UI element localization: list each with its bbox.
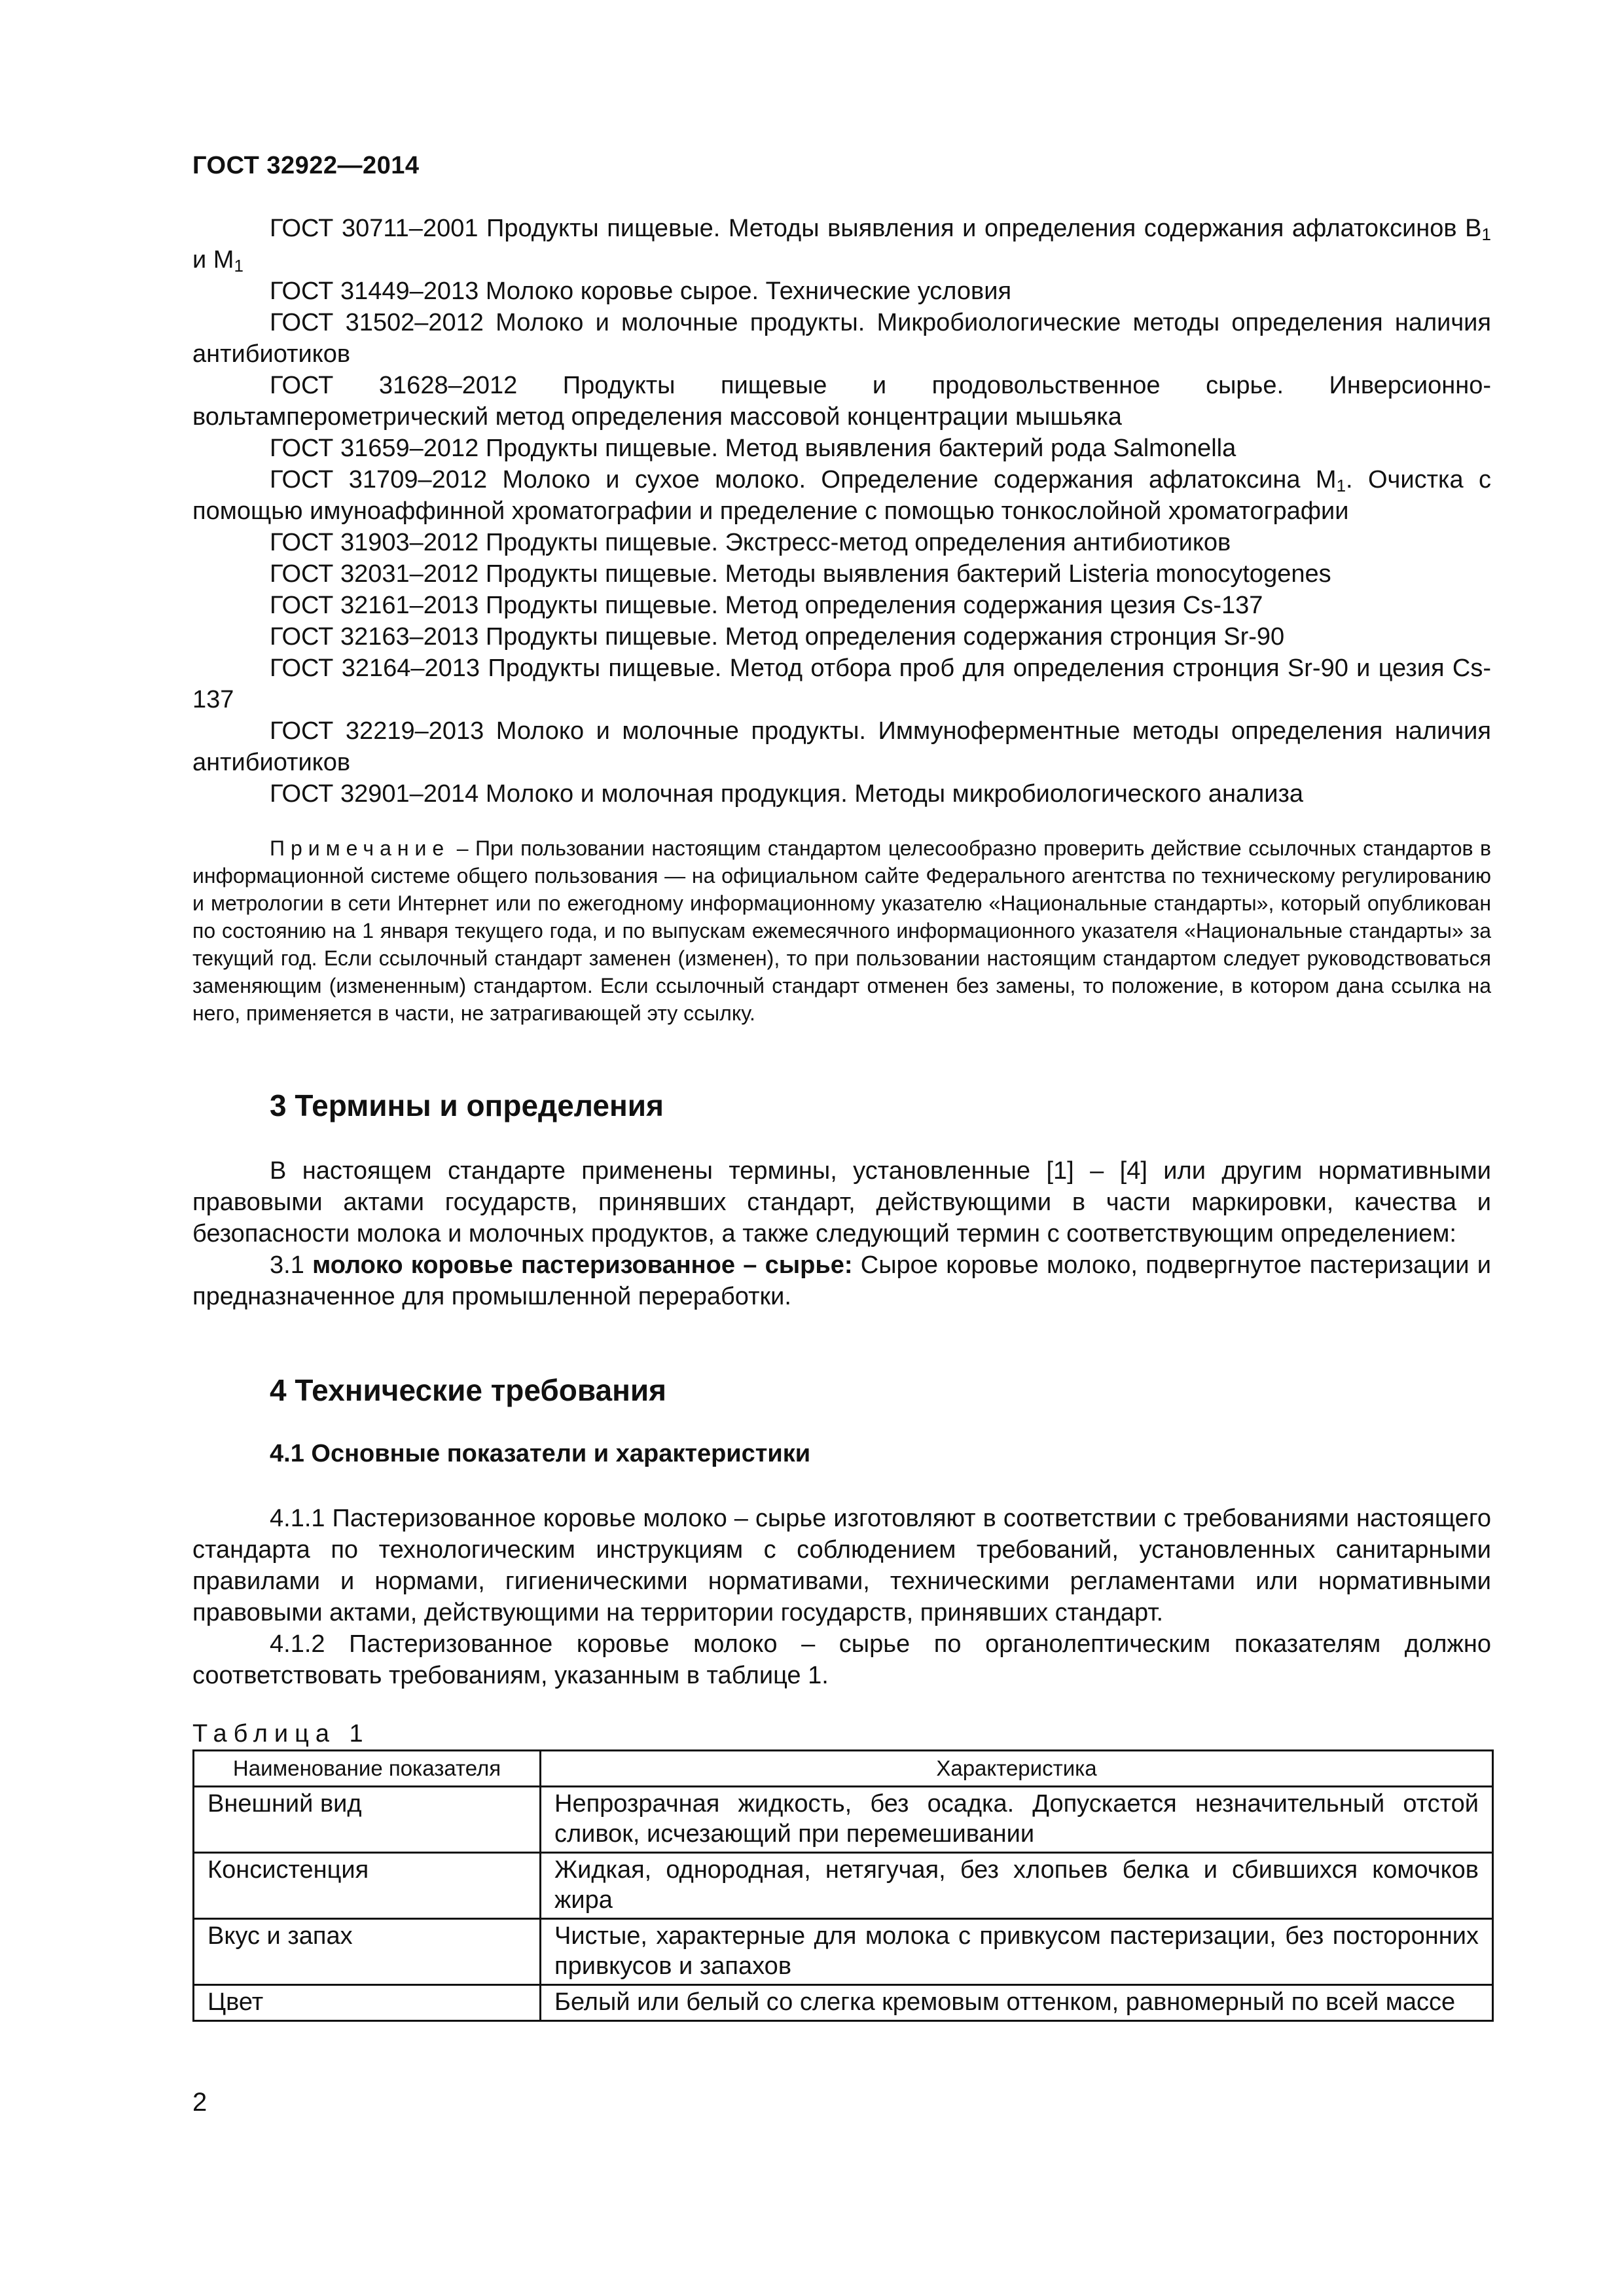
reference-item: ГОСТ 31659–2012 Продукты пищевые. Метод выявления бактерий рода Salmonella — [270, 435, 1236, 462]
row-characteristic: Чистые, характерные для молока с привкусом пастеризации, без посторонних привкусов и запахов — [541, 1919, 1493, 1985]
reference-item: ГОСТ 31449–2013 Молоко коровье сырое. Технические условия — [270, 278, 1012, 305]
subsection-4-1-title: 4.1 Основные показатели и характеристики — [270, 1440, 811, 1467]
section-4-body — [192, 1503, 1491, 1691]
reference-item: ГОСТ 31502–2012 Молоко и молочные продукты. Микробиологические методы определения наличия антибиотиков — [192, 309, 1491, 368]
table-row — [194, 1853, 1493, 1919]
table-row — [194, 1985, 1493, 2021]
table-row — [194, 1787, 1493, 1853]
reference-item: ГОСТ 32164–2013 Продукты пищевые. Метод отбора проб для определения стронция Sr-90 и цезия Cs-137 — [192, 655, 1491, 713]
reference-item: ГОСТ 31903–2012 Продукты пищевые. Экстресс-метод определения антибиотиков — [270, 529, 1231, 556]
row-indicator: Вкус и запах — [194, 1919, 541, 1985]
note-label: Примечание — [270, 836, 450, 860]
section-3-paragraph: В настоящем стандарте применены термины, установленные [1] – [4] или другим нормативными правовыми актами государств, принявших стандарт, действующими в части маркировки, качества и безопасности молока и молочных продуктов, а также следующий термин с соответствующим определением: — [192, 1157, 1491, 1247]
note-text: – При пользовании настоящим стандартом целесообразно проверить действие ссылочных стандартов в информационной системе общего пользования — на официальном сайте Федерального агентства по техническому регулированию и метрологии в сети Интернет или по ежегодному информационному указателю «Национальные стандарты», который опубликован по состоянию на 1 января текущего года, и по выпускам ежемесячного информационного указателя «Национальные стандарты» за текущий год. Если ссылочный стандарт заменен (изменен), то при пользовании настоящим стандартом следует руководствоваться заменяющим (измененным) стандартом. Если ссылочный стандарт отменен без замены, то положение, в котором дана ссылка на него, применяется в части, не затрагивающей эту ссылку. — [192, 836, 1491, 1025]
reference-item: ГОСТ 32219–2013 Молоко и молочные продукты. Иммуноферментные методы определения наличия антибиотиков — [192, 717, 1491, 776]
page-number: 2 — [192, 2088, 208, 2117]
normative-references-list — [192, 213, 1491, 810]
table-caption: Таблица 1 — [192, 1720, 370, 1748]
reference-item: ГОСТ 32031–2012 Продукты пищевые. Методы выявления бактерий Listeria monocytogenes — [270, 560, 1331, 588]
reference-item: ГОСТ 31628–2012 Продукты пищевые и продовольственное сырье. Инверсионно-вольтамперометрический метод определения массовой концентрации мышьяка — [192, 372, 1491, 431]
paragraph-4-1-1: 4.1.1 Пастеризованное коровье молоко – сырье изготовляют в соответствии с требованиями настоящего стандарта по технологическим инструкциям с соблюдением требований, установленных санитарными правилами и нормами, гигиеническими нормативами, техническими регламентами или нормативными правовыми актами, действующими на территории государств, принявших стандарт. — [192, 1505, 1491, 1626]
organoleptic-table — [192, 1749, 1494, 2022]
table-row — [194, 1919, 1493, 1985]
row-characteristic: Белый или белый со слегка кремовым оттенком, равномерный по всей массе — [541, 1985, 1493, 2021]
references-note — [192, 834, 1491, 1027]
reference-item: ГОСТ 30711–2001 Продукты пищевые. Методы выявления и определения содержания афлатоксинов $B_1$ и $M_1$ — [192, 215, 1491, 276]
row-characteristic: Жидкая, однородная, нетягучая, без хлопьев белка и сбившихся комочков жира — [541, 1853, 1493, 1919]
term-definition: 3.1 молоко коровье пастеризованное – сырье: Сырое коровье молоко, подвергнутое пастеризации и предназначенное для промышленной переработки. — [192, 1251, 1491, 1310]
section-4-title: 4 Технические требования — [270, 1373, 666, 1407]
term-name: молоко коровье пастеризованное – сырье: — [312, 1251, 853, 1279]
column-header-characteristic: Характеристика — [541, 1751, 1493, 1787]
table-header-row — [194, 1751, 1493, 1787]
document-header: ГОСТ 32922—2014 — [192, 152, 420, 179]
paragraph-4-1-2: 4.1.2 Пастеризованное коровье молоко – сырье по органолептическим показателям должно соответствовать требованиям, указанным в таблице 1. — [192, 1630, 1491, 1689]
column-header-indicator: Наименование показателя — [194, 1751, 541, 1787]
row-indicator: Цвет — [194, 1985, 541, 2021]
reference-item: ГОСТ 31709–2012 Молоко и сухое молоко. Определение содержания афлатоксина $M_1$. Очистка с помощью имуноаффинной хроматографии и пределение с помощью тонкослойной хроматографии — [192, 466, 1491, 525]
row-characteristic: Непрозрачная жидкость, без осадка. Допускается незначительный отстой сливок, исчезающий при перемешивании — [541, 1787, 1493, 1853]
section-3-body — [192, 1155, 1491, 1312]
reference-item: ГОСТ 32901–2014 Молоко и молочная продукция. Методы микробиологического анализа — [270, 780, 1304, 808]
row-indicator: Внешний вид — [194, 1787, 541, 1853]
row-indicator: Консистенция — [194, 1853, 541, 1919]
reference-item: ГОСТ 32161–2013 Продукты пищевые. Метод определения содержания цезия Cs-137 — [270, 592, 1263, 619]
section-3-title: 3 Термины и определения — [270, 1088, 664, 1122]
reference-item: ГОСТ 32163–2013 Продукты пищевые. Метод определения содержания стронция Sr-90 — [270, 623, 1285, 651]
